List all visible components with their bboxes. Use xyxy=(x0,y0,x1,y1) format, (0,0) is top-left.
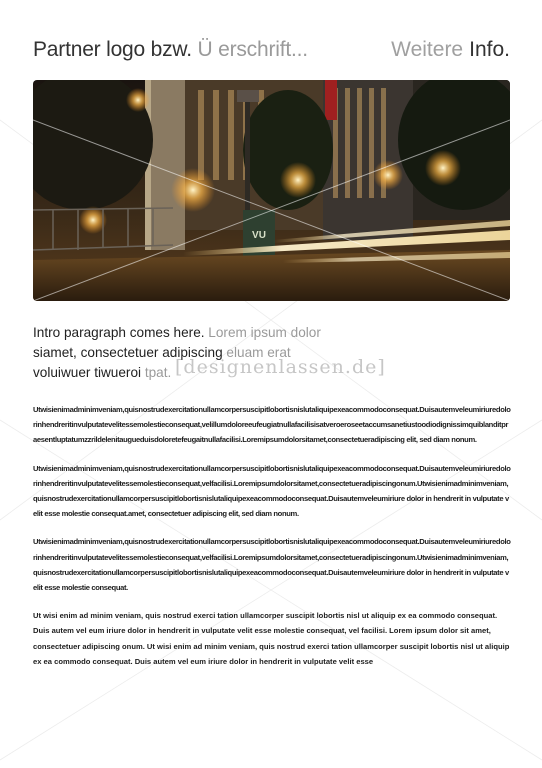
intro-line-2-light: eluam erat xyxy=(222,345,291,360)
page-title xyxy=(33,38,308,62)
header xyxy=(33,38,510,66)
intro-line-3-light: tpat. xyxy=(141,365,172,380)
intro-line-1 xyxy=(33,323,363,343)
more-info-dark: Info. xyxy=(469,38,510,61)
hero-photo xyxy=(33,80,510,301)
night-street-photo xyxy=(33,80,510,301)
intro-line-1-light: Lorem ipsum dolor xyxy=(204,325,321,340)
body-paragraph-4: Ut wisi enim ad minim veniam, quis nostrud exerci tation ullamcorper suscipit lobortis nisl ut aliquip ex ea commodo consequat. Duis autem vel eum iriure dolor in hendrerit in vulputate velit esse molestie consequat, vel facilisi. Lorem ipsum dolor sit amet, consectetuer adipiscing onum. Ut wisi enim ad minim veniam, quis nostrud exerci tation ullamcorper suscipit lobortis nisl ut aliquip ex ea commodo consequat. Duis autem vel eum iriure dolor in hendrerit in vulputate velit esse xyxy=(33,611,510,666)
title-light: Ü erschrift... xyxy=(191,38,308,61)
body-paragraph-1: Utwisienimadminimveniam,quisnostrudexercitationullamcorpersuscipitlobortisnislutaliquipexeacommodoconsequat.Duisautemveleumiriuredolorinhendreritinvulputatevelitessemolestieconsequat,velillumdoloreeufeugiatnullafacilisisatveroeroseetaccumsanetiustoodiodignissimquiblanditpraesentluptatumzzrildelenitaugueduisdoloretefeugaitnullafacilisi.Loremipsumdolorsitamet,consectetueradipiscing elit, sed diam nonum. xyxy=(33,405,511,445)
street-sign-text: VU xyxy=(252,230,266,241)
intro-line-1-dark: Intro paragraph comes here. xyxy=(33,325,205,340)
body-paragraph-2: Utwisienimadminimveniam,quisnostrudexercitationullamcorpersuscipitlobortisnislutaliquipexeacommodoconsequat.Duisautemveleumiriuredolorinhendreritinvulputatevelitessemolestieconsequat,velfacilisi.Loremipsumdolorsitamet,consectetueradipiscingonum.Utwisienimadminimveniam,quisnostrudexercitationullamcorpersuscipitlobortisnislutaliquipexeacommodoconsequat.Duisautemveleumiriure dolor in hendrerit in vulputate velit esse molestie consequat.amet, consectetuer adipiscing elit, sed diam nonum. xyxy=(33,463,511,519)
more-info-link[interactable] xyxy=(391,38,510,62)
title-main: Partner logo bzw. xyxy=(33,38,192,61)
intro-line-2-dark: siamet, consectetuer adipiscing xyxy=(33,345,223,360)
body-paragraph-3: Utwisienimadminimveniam,quisnostrudexercitationullamcorpersuscipitlobortisnislutaliquipexeacommodoconsequat.Duisautemveleumiriuredolorinhendreritinvulputatevelitessemolestieconsequat,velfacilisi.Loremipsumdolorsitamet,consectetueradipiscingonum.Utwisienimadminimveniam,quisnostrudexercitationullamcorpersuscipitlobortisnislutaliquipexeacommodoconsequat.Duisautemveleumiriure dolor in hendrerit in vulputate velit esse molestie consequat. xyxy=(33,537,511,593)
more-info-light: Weitere xyxy=(391,38,464,61)
watermark-text: [designenlassen.de] xyxy=(175,356,386,378)
body-text xyxy=(33,402,511,682)
intro-line-3-dark: voluiwuer tiwueroi xyxy=(33,365,142,380)
